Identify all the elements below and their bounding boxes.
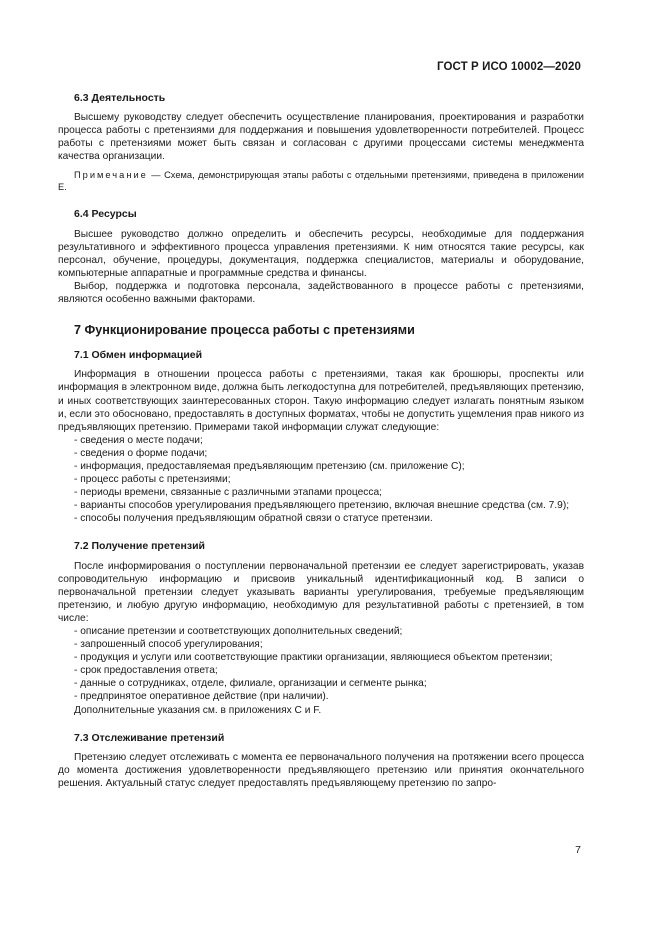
section-heading: 6.3 Деятельность — [74, 92, 166, 104]
list-item: - периоды времени, связанные с различными этапами процесса; — [74, 487, 382, 499]
list-item: - описание претензии и соответствующих дополнительных сведений; — [74, 626, 403, 637]
paragraph: После информирования о поступлении первоначальной претензии ее следует зарегистрировать, указав сопроводительную информацию и присвоив уникальный идентификационный код. В записи о первоначальной претензии следует указывать варианты урегулирования, требуемые предъявляющим претензию, и любую другую информацию, необходимую для результативной работы с претензией, в том числе: — [58, 560, 584, 624]
list-item: - продукция и услуги или соответствующие практики организации, являющиеся объектом претензии; — [74, 652, 553, 664]
section-6-4 — [58, 208, 584, 306]
section-heading: 7.3 Отслеживание претензий — [74, 731, 225, 744]
note-label: Примечание — [74, 170, 148, 181]
list-item: - запрошенный способ урегулирования; — [74, 639, 263, 651]
list-item: - варианты способов урегулирования предъявляющего претензию, включая внешние средства (см. 7.9); — [74, 500, 570, 512]
page-number: 7 — [575, 844, 581, 856]
list-item: - сведения о форме подачи; — [74, 447, 208, 459]
section-7-2 — [58, 540, 584, 716]
section-7-3 — [58, 732, 584, 790]
paragraph: Дополнительные указания см. в приложениях С и F. — [74, 704, 322, 716]
list-item: - информация, предоставляемая предъявляющим претензию (см. приложение С); — [74, 460, 465, 472]
section-heading: 6.4 Ресурсы — [74, 208, 137, 221]
list-item: - сведения о месте подачи; — [74, 434, 203, 446]
page-content — [58, 92, 584, 790]
list-item: - данные о сотрудниках, отделе, филиале, организации и сегменте рынка; — [74, 678, 427, 690]
paragraph: Информация в отношении процесса работы с претензиями, такая как брошюры, проспекты или информация в электронном виде, должна быть легкодоступна для потребителей, предъявляющих претензию, и иных соответствующих заинтересованных сторон. Такую информацию следует излагать понятным языком и, если это обосновано, предоставлять в доступных форматах, чтобы не допустить ущемления прав никого из предъявляющих претензию. Примерами такой информации служат следующие: — [58, 369, 584, 433]
document-id-header: ГОСТ Р ИСО 10002—2020 — [436, 61, 581, 73]
paragraph: Высшему руководству следует обеспечить осуществление планирования, проектирования и разработки процесса работы с претензиями для поддержания и повышения удовлетворенности потребителей. Процесс работы с претензиями может быть связан и согласован с другими процессами системы менеджмента качества организации. — [58, 112, 584, 163]
paragraph: Претензию следует отслеживать с момента ее первоначального получения на протяжении всего процесса до момента достижения удовлетворенности предъявляющего претензию или принятия окончательного решения. Актуальный статус следует предоставлять предъявляющему претензию по запро- — [58, 751, 584, 789]
section-6-3 — [58, 92, 584, 193]
list-item: - способы получения предъявляющим обратной связи о статусе претензии. — [74, 513, 433, 525]
section-7-1 — [58, 349, 584, 525]
note — [58, 169, 584, 193]
section-heading: 7.1 Обмен информацией — [74, 349, 203, 362]
list-item: - процесс работы с претензиями; — [74, 474, 231, 486]
section-heading: 7.2 Получение претензий — [74, 540, 205, 553]
note-text: — Схема, демонстрирующая этапы работы с отдельными претензиями, приведена в приложении Е. — [58, 170, 584, 193]
paragraph: Выбор, поддержка и подготовка персонала, задействованного в процессе работы с претензиями, являются особенно важными факторами. — [58, 280, 584, 306]
list-item: - предпринятое оперативное действие (при наличии). — [74, 691, 329, 703]
paragraph: Высшее руководство должно определить и обеспечить ресурсы, необходимые для поддержания результативного и эффективного процесса управления претензиями. К ним относятся такие ресурсы, как персонал, обучение, процедуры, документация, поддержка специалистов, материалы и оборудование, компьютерные аппаратные и программные средства и финансы. — [58, 228, 584, 279]
chapter-heading: 7 Функционирование процесса работы с претензиями — [74, 323, 415, 338]
list-item: - срок предоставления ответа; — [74, 665, 218, 677]
